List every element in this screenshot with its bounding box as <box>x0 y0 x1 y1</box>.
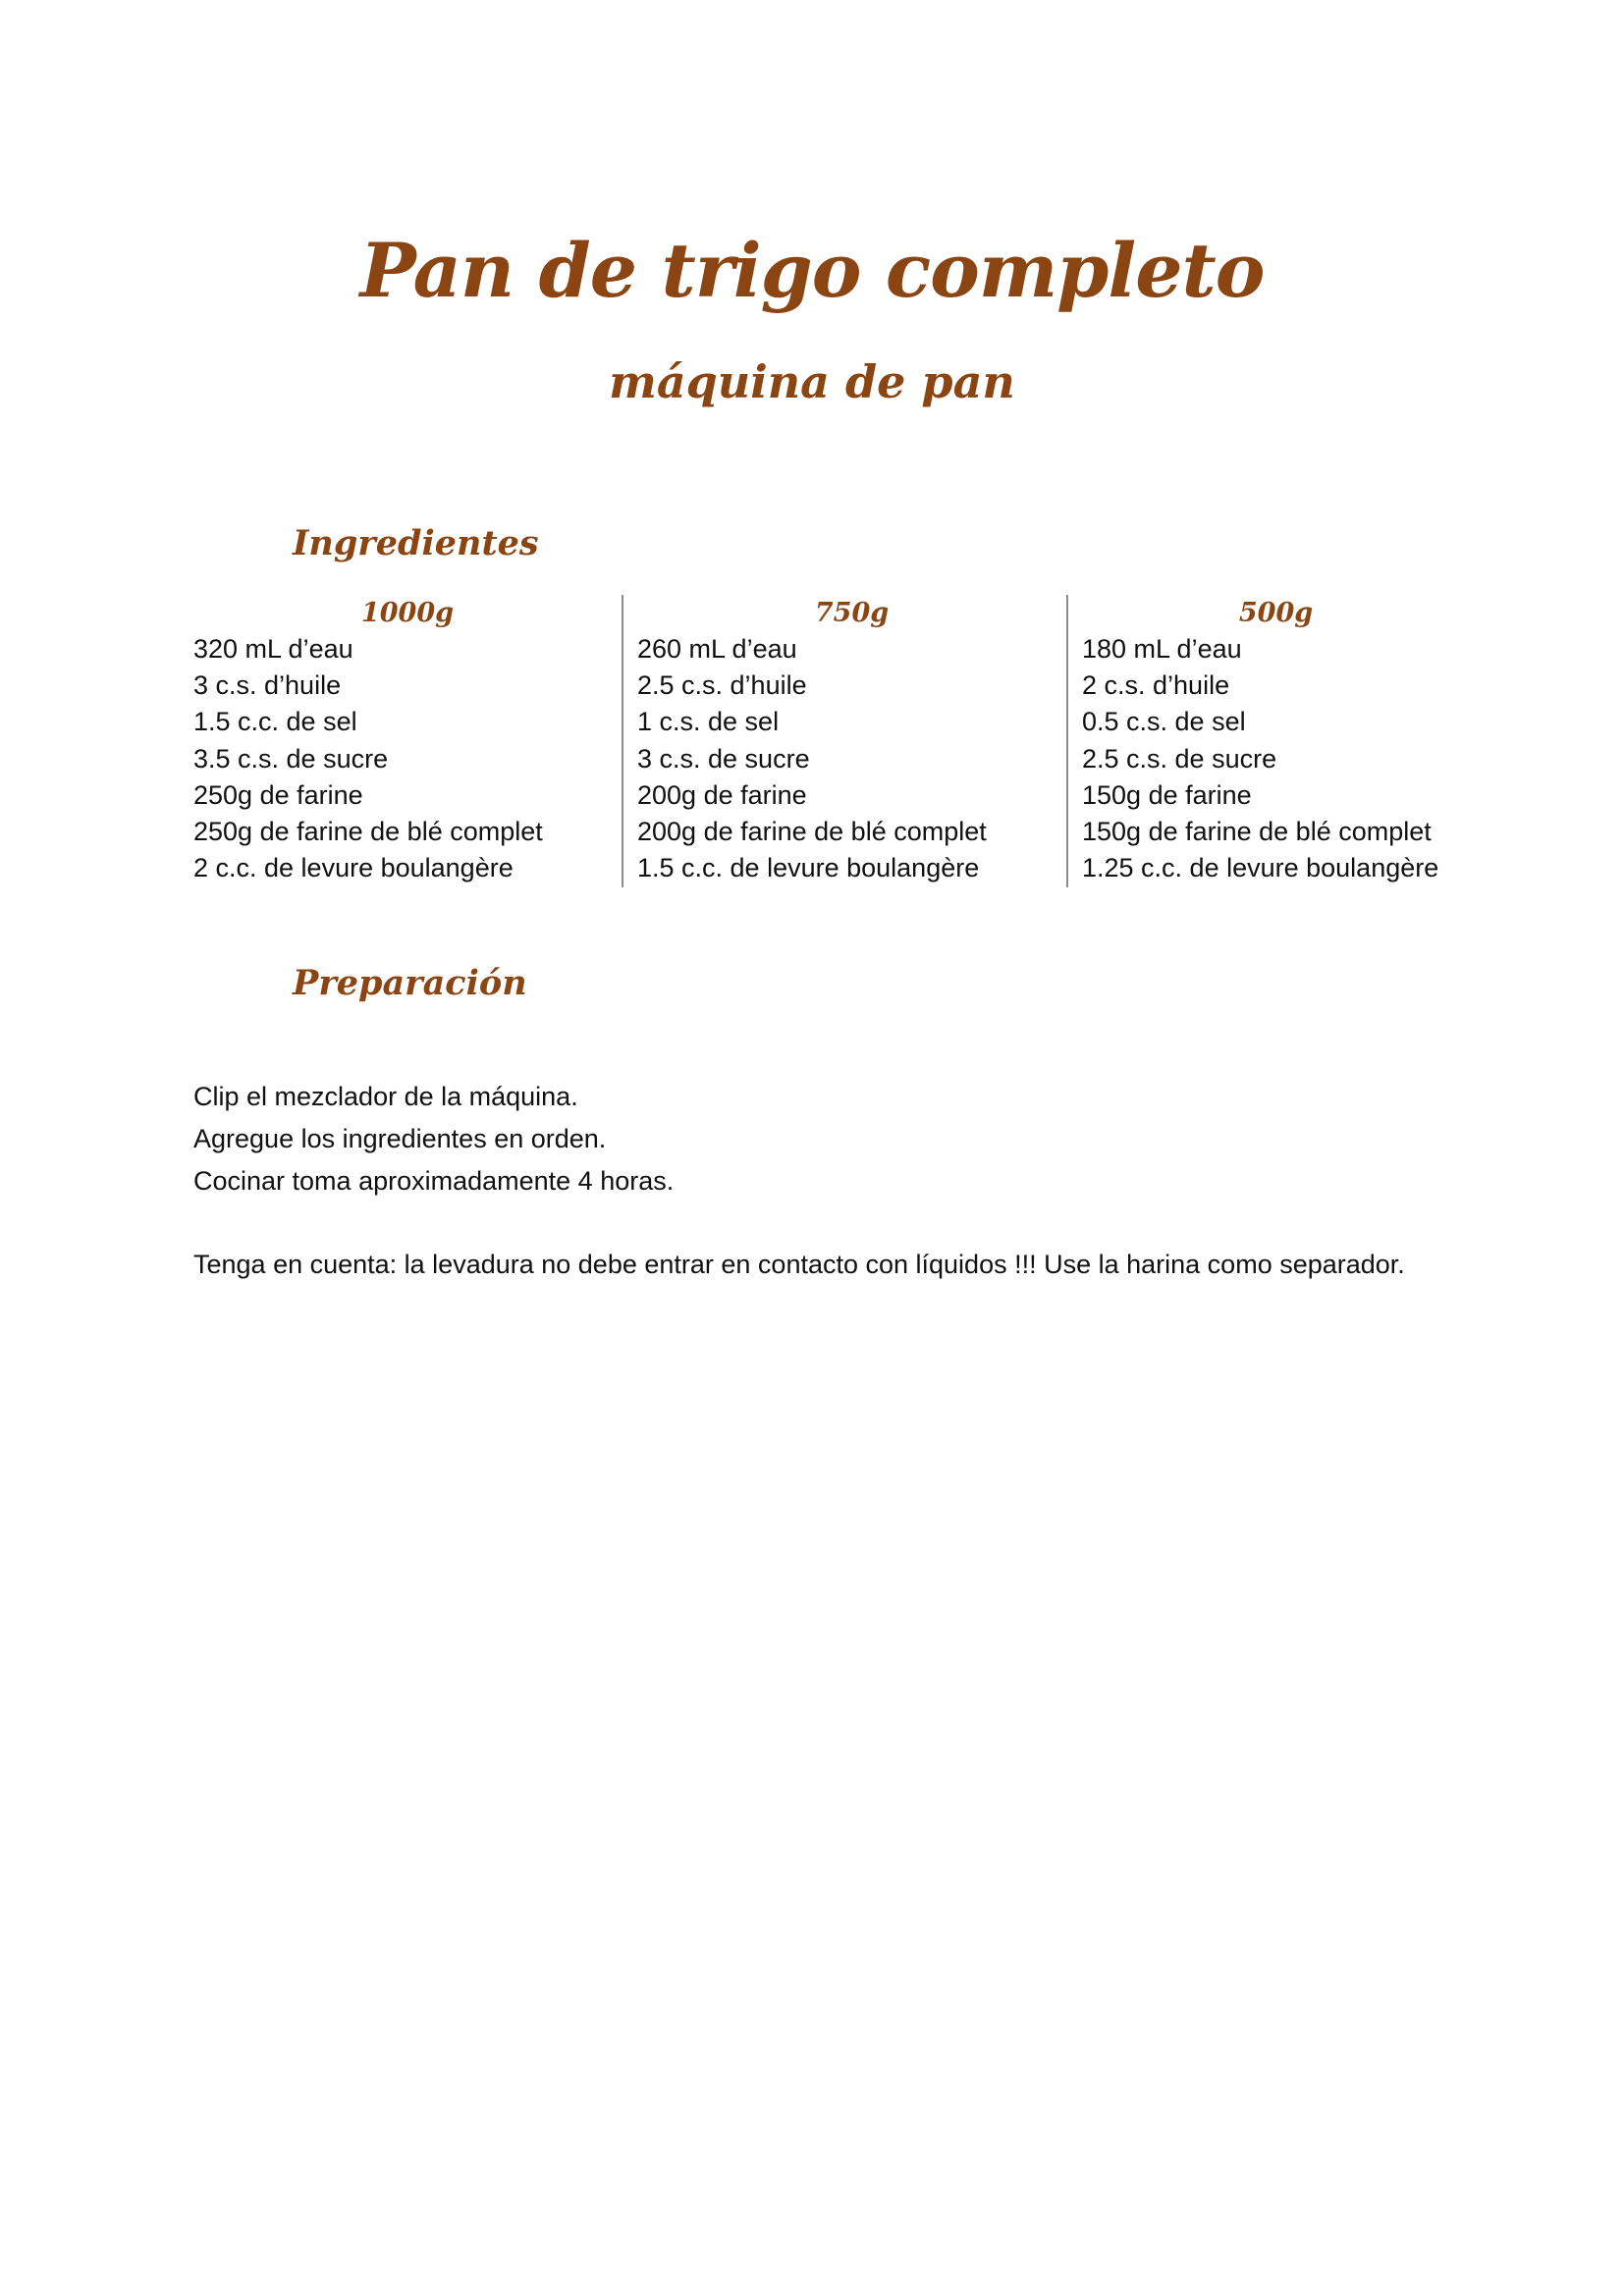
ingredients-column-1000g <box>193 595 622 887</box>
ingredient-item: 150g de farine <box>1082 779 1252 810</box>
ingredient-item: 1 c.s. de sel <box>637 707 780 737</box>
ingredient-item: 3 c.s. de sucre <box>637 743 810 774</box>
ingredient-item: 150g de farine de blé complet <box>1082 816 1432 846</box>
ingredient-item: 0.5 c.s. de sel <box>1082 707 1246 737</box>
ingredients-column-500g <box>1066 595 1470 887</box>
ingredient-item: 320 mL d’eau <box>193 634 353 664</box>
preparation-body <box>193 1076 1489 1286</box>
ingredient-item: 1.5 c.c. de sel <box>193 707 357 737</box>
ingredient-item: 1.5 c.c. de levure boulangère <box>637 853 980 883</box>
ingredients-column-750g <box>622 595 1066 887</box>
preparation-note: Tenga en cuenta: la levadura no debe entrar en contacto con líquidos !!! Use la harina como separador. <box>193 1250 1405 1279</box>
ingredient-item: 2 c.c. de levure boulangère <box>193 853 514 883</box>
ingredient-item: 1.25 c.c. de levure boulangère <box>1082 853 1439 883</box>
column-header: 1000g <box>360 598 455 628</box>
ingredient-list <box>1082 631 1470 886</box>
column-header: 750g <box>814 598 890 628</box>
preparation-step: Clip el mezclador de la máquina. <box>193 1082 578 1111</box>
preparation-step: Cocinar toma aproximadamente 4 horas. <box>193 1166 675 1196</box>
ingredient-item: 2.5 c.s. de sucre <box>1082 743 1277 774</box>
ingredient-list <box>193 631 622 886</box>
ingredient-item: 250g de farine de blé complet <box>193 816 543 846</box>
ingredient-item: 250g de farine <box>193 779 363 810</box>
recipe-subtitle: máquina de pan <box>609 355 1015 408</box>
ingredients-table <box>193 595 1470 887</box>
column-header: 500g <box>1238 598 1314 628</box>
ingredient-item: 2 c.s. d’huile <box>1082 670 1230 701</box>
preparation-step: Agregue los ingredientes en orden. <box>193 1124 607 1153</box>
recipe-title: Pan de trigo completo <box>359 227 1265 314</box>
ingredient-item: 2.5 c.s. d’huile <box>637 670 807 701</box>
ingredient-item: 3.5 c.s. de sucre <box>193 743 389 774</box>
ingredients-heading: Ingredientes <box>293 523 539 563</box>
ingredient-item: 260 mL d’eau <box>637 634 797 664</box>
ingredient-list <box>637 631 1066 886</box>
ingredient-item: 200g de farine de blé complet <box>637 816 987 846</box>
preparation-heading: Preparación <box>293 963 527 1003</box>
ingredient-item: 3 c.s. d’huile <box>193 670 342 701</box>
ingredient-item: 200g de farine <box>637 779 807 810</box>
ingredient-item: 180 mL d’eau <box>1082 634 1242 664</box>
